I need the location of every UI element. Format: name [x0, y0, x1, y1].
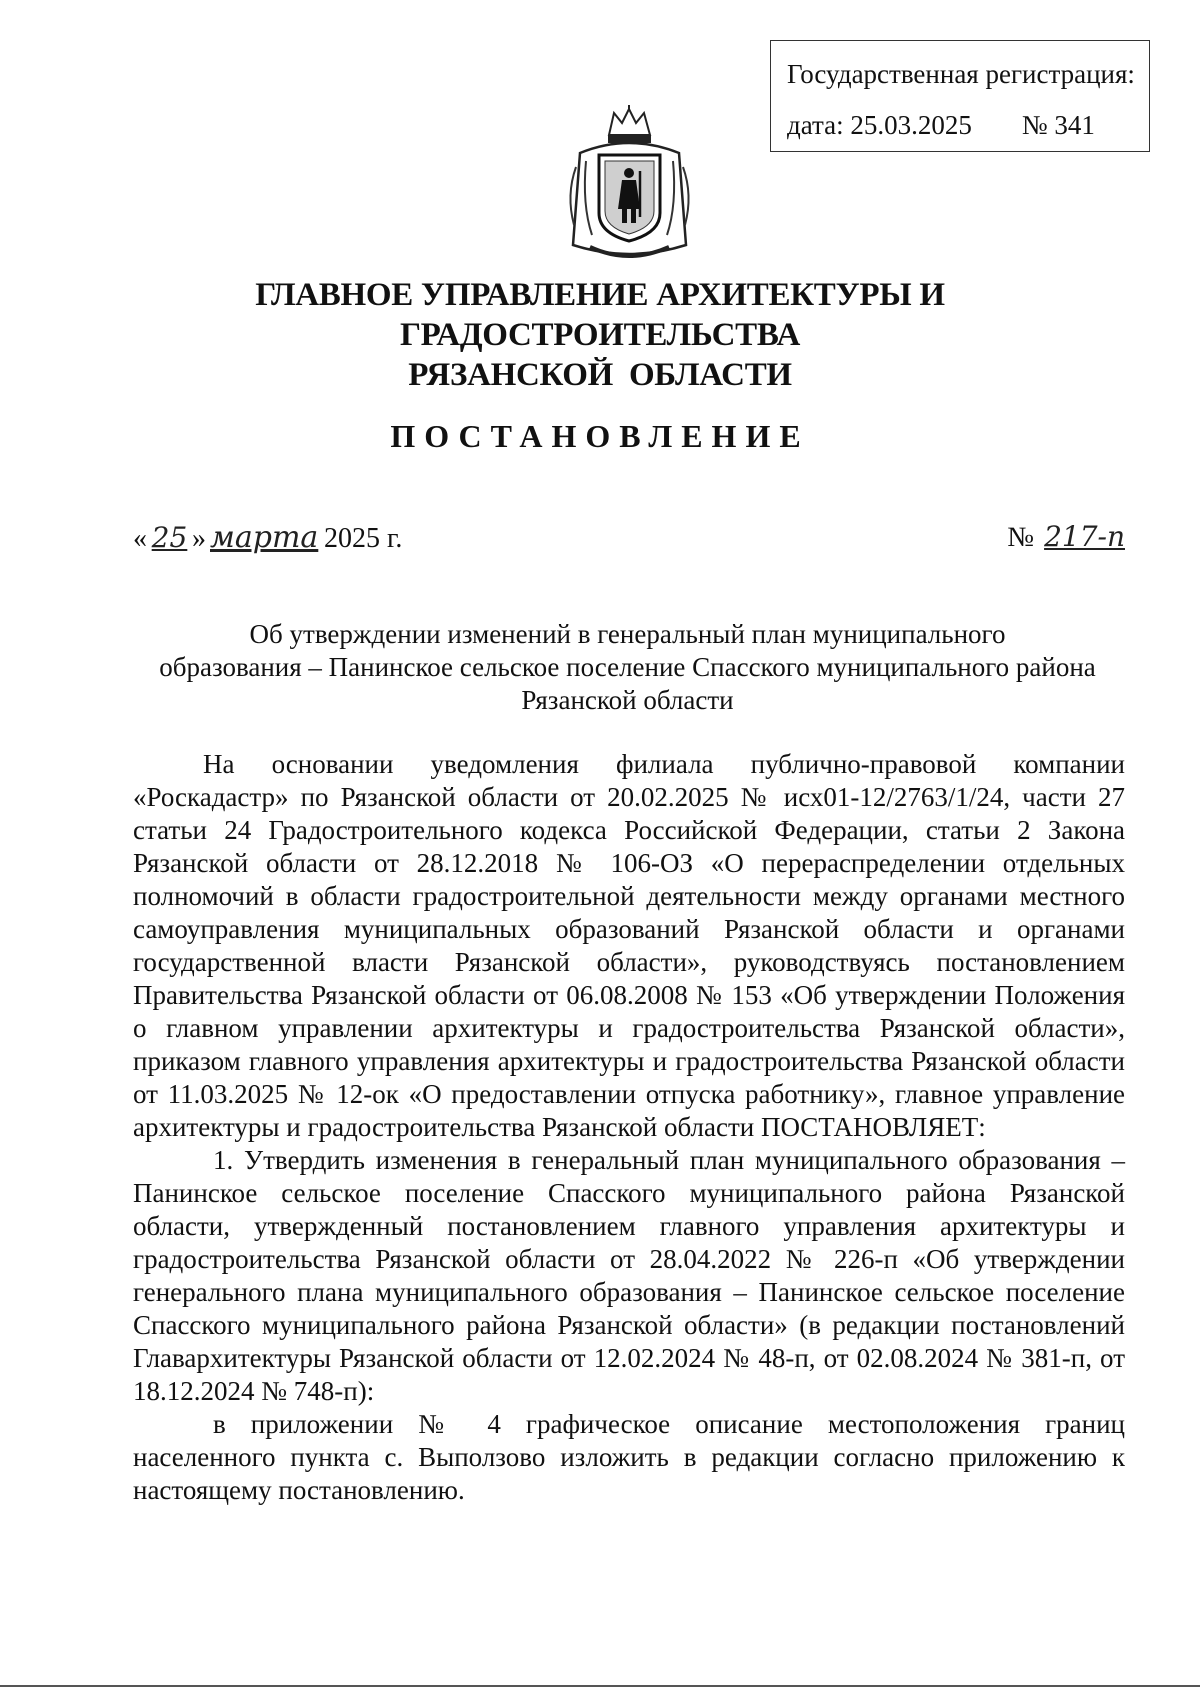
registration-stamp — [770, 40, 1150, 152]
document-subject — [130, 618, 1125, 717]
organization-title — [80, 275, 1120, 395]
organization-title-line2: РЯЗАНСКОЙ ОБЛАСТИ — [408, 357, 792, 393]
document-type-heading: ПОСТАНОВЛЕНИЕ — [390, 418, 810, 454]
preamble-paragraph: На основании уведомления филиала публично-правовой компании «Роскадастр» по Рязанской области от 20.02.2025 № исх01-12/2763/1/24, части 27 статьи 24 Градостроительного кодекса Российской Федерации, статьи 2 Закона Рязанской области от 28.12.2018 № 106-ОЗ «О перераспределении отдельных полномочий в области градостроительной деятельности между органами местного самоуправления муниципальных образований Рязанской области и органами государственной власти Рязанской области», руководствуясь постановлением Правительства Рязанской области от 06.08.2008 № 153 «Об утверждении Положения о главном управлении архитектуры и градостроительства Рязанской области», приказом главного управления архитектуры и градостроительства Рязанской области от 11.03.2025 № 12-ок «О предоставлении отпуска работнику», главное управление архитектуры и градостроительства Рязанской области ПОСТАНОВЛЯЕТ: — [133, 749, 1125, 1142]
subject-line3: Рязанской области — [521, 685, 734, 715]
subject-line2: образования – Панинское сельское поселение Спасского муниципального района — [159, 652, 1096, 682]
date-month-handwritten: марта — [210, 520, 319, 555]
ryazan-coat-of-arms-icon — [562, 105, 697, 270]
registration-date: дата: 25.03.2025 — [787, 110, 972, 140]
date-year: 2025 г. — [324, 523, 403, 554]
page-bottom-rule — [0, 1685, 1200, 1687]
document-date — [133, 520, 402, 555]
document-number-label: № — [1007, 522, 1035, 553]
document-number — [1007, 520, 1125, 554]
document-number-handwritten: 217-п — [1044, 520, 1125, 553]
registration-label: Государственная регистрация: — [787, 59, 1135, 89]
organization-title-line1: ГЛАВНОЕ УПРАВЛЕНИЕ АРХИТЕКТУРЫ И ГРАДОСТРОИТЕЛЬСТВА — [255, 277, 945, 353]
date-close-quote: » — [192, 523, 206, 554]
registration-details — [787, 110, 1149, 141]
subject-line1: Об утверждении изменений в генеральный план муниципального — [249, 619, 1006, 649]
date-open-quote: « — [133, 523, 147, 554]
item-1-sub-paragraph: в приложении № 4 графическое описание местоположения границ населенного пункта с. Выползово изложить в редакции согласно приложению к настоящему постановлению. — [133, 1409, 1125, 1505]
registration-number: № 341 — [1021, 110, 1095, 140]
item-1-paragraph: 1. Утвердить изменения в генеральный план муниципального образования – Панинское сельское поселение Спасского муниципального района Рязанской области, утвержденный постановлением главного управления архитектуры и градостроительства Рязанской области от 28.04.2022 № 226-п «Об утверждении генерального плана муниципального образования – Панинское сельское поселение Спасского муниципального района Рязанской области» (в редакции постановлений Главархитектуры Рязанской области от 12.02.2024 № 48-п, от 02.08.2024 № 381-п, от 18.12.2024 № 748-п): — [133, 1145, 1125, 1406]
date-day-handwritten: 25 — [151, 521, 188, 554]
document-body — [133, 748, 1125, 1507]
